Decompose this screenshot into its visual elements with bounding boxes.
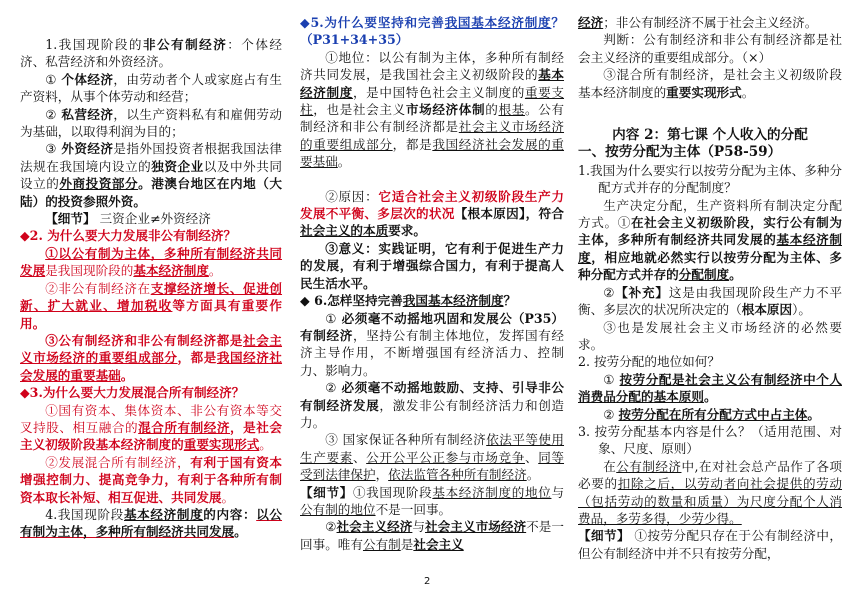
answer-c3-2-2: ② 按劳分配在所有分配方式中占主体。 bbox=[603, 406, 820, 422]
answer-c3-1-supplement: ②【补充】这是由我国现阶段生产力不平衡、多层次的状况所决定的（根本原因）。 bbox=[578, 284, 843, 318]
subsection-title: 一、按劳分配为主体（P58-59） bbox=[578, 144, 782, 161]
answer-c3-1: 生产决定分配，生产资料所有制决定分配方式。①在社会主义初级阶段，实行公有制为主体，多种所有制经济共同发展的基本经济制度，相应地就必然实行以按劳分配为主体、多种分配方式并存的分配制度。 bbox=[578, 197, 843, 283]
question-4: 4.我国现阶段基本经济制度的内容：以公有制为主体，多种所有制经济共同发展。 bbox=[20, 506, 283, 540]
answer-2-2: ②非公有制经济在支撑经济增长、促进创新、扩大就业、增加税收等方面具有重要作用。 bbox=[20, 280, 283, 331]
question-c3-1: 1.我国为什么要实行以按劳分配为主体、多种分配方式并存的分配制度？ bbox=[578, 162, 842, 196]
answer-5-1: ①地位：以公有制为主体，多种所有制经济共同发展，是我国社会主义初级阶段的基本经济制度，是中国特色社会主义制度的重要支柱，也是社会主义市场经济体制的根基。公有制经济和非公有制经济都是社会主义市场经济的重要组成部分，都是我国经济社会发展的重要基础。 bbox=[300, 49, 565, 170]
answer-3-2: ②发展混合所有制经济，有利于国有资本增强控制力、提高竞争力，有利于各种所有制资本取长补短、相互促进、共同发展。 bbox=[20, 454, 283, 505]
question-c3-2: 2. 按劳分配的地位如何？ bbox=[578, 354, 720, 370]
detail-note-4: 【细节】 ①按劳分配只存在于公有制经济中，但公有制经济中并不只有按劳分配， bbox=[578, 528, 842, 561]
answer-2-1: ①以公有制为主体，多种所有制经济共同发展是我国现阶段的基本经济制度。 bbox=[20, 245, 282, 279]
column-right bbox=[578, 15, 843, 562]
paragraph-nonpublic-economy: 1.我国现阶段的非公有制经济：个体经济、私营经济和外资经济。 bbox=[20, 37, 282, 70]
answer-6-1: ① 必须毫不动摇地巩固和发展公有制经济，坚持公有制主体地位，发挥国有经济主导作用，不断增强国有经济活力、控制力、影响力。 bbox=[300, 310, 565, 378]
judgement: 判断：公有制经济和非公有制经济都是社会主义经济的重要组成部分。（×） bbox=[578, 32, 842, 65]
column-middle bbox=[300, 15, 565, 553]
section-title: 内容 2：第七课 个人收入的分配 bbox=[612, 127, 808, 144]
detail-note-2b: ②社会主义经济与社会主义市场经济不是一回事。唯有公有制是社会主义 bbox=[300, 519, 565, 552]
question-2: ◆2. 为什么要大力发展非公有制经济？ bbox=[20, 228, 237, 244]
paragraph-foreign-economy: ③ 外资经济是指外国投资者根据我国法律法规在我国境内设立的独资企业以及中外共同设立的外商投资部分。港澳台地区在内地（大陆）的投资参照外资。 bbox=[20, 141, 283, 209]
paragraph-private-economy: ② 私营经济，以生产资料私有和雇佣劳动为基础，以取得利润为目的； bbox=[20, 106, 283, 140]
detail-note-3: ③混合所有制经济，是社会主义初级阶段基本经济制度的重要实现形式。 bbox=[578, 67, 842, 100]
detail-note-1: 【细节】 三资企业≠外资经济 bbox=[45, 211, 211, 227]
answer-3-1: ①国有资本、集体资本、非公有资本等交叉持股、相互融合的混合所有制经济，是社会主义初级阶段基本经济制度的重要实现形式。 bbox=[20, 402, 283, 453]
answer-c3-2-1: ① 按劳分配是社会主义公有制经济中个人消费品分配的基本原则。 bbox=[578, 371, 842, 405]
answer-c3-1-3: ③也是发展社会主义市场经济的必然要求。 bbox=[578, 319, 842, 352]
question-5: ◆5.为什么要坚持和完善我国基本经济制度？（P31+34+35） bbox=[300, 15, 564, 48]
page-number: 2 bbox=[424, 576, 431, 587]
column-left bbox=[20, 36, 282, 541]
answer-6-3: ③ 国家保证各种所有制经济依法平等使用生产要素、公开公平公正参与市场竞争、同等受到法律保护，依法监管各种所有制经济。 bbox=[300, 432, 565, 483]
answer-6-2: ② 必须毫不动摇地鼓励、支持、引导非公有制经济发展，激发非公有制经济活力和创造力。 bbox=[300, 380, 565, 430]
answer-2-3: ③公有制经济和非公有制经济都是社会主义市场经济的重要组成部分，都是我国经济社会发展的重要基础。 bbox=[20, 332, 283, 383]
answer-5-3: ③意义：实践证明，它有利于促进生产力的发展，有利于增强综合国力，有利于提高人民生活水平。 bbox=[300, 240, 565, 291]
detail-note-2: 【细节】①我国现阶段基本经济制度的地位与公有制的地位不是一回事。 bbox=[300, 484, 565, 517]
question-c3-3: 3. 按劳分配基本内容是什么？（适用范围、对象、尺度、原则） bbox=[578, 423, 842, 457]
paragraph-individual-economy: ① 个体经济，由劳动者个人或家庭占有生产资料，从事个体劳动和经营； bbox=[20, 71, 283, 105]
answer-c3-3: 在公有制经济中,在对社会总产品作了各项必要的扣除之后，以劳动者向社会提供的劳动（包括劳动的数量和质量）为尺度分配个人消费品，多劳多得，少劳少得。 bbox=[578, 458, 843, 526]
question-3: ◆3.为什么要大力发展混合所有制经济？ bbox=[20, 385, 245, 401]
answer-5-2: ②原因：它适合社会主义初级阶段生产力发展不平衡、多层次的状况【根本原因】，符合社会主义的本质要求。 bbox=[300, 188, 565, 239]
continuation: 经济；非公有制经济不属于社会主义经济。 bbox=[578, 15, 818, 30]
question-6: ◆ 6.怎样坚持完善我国基本经济制度？ （P35） bbox=[300, 293, 564, 326]
